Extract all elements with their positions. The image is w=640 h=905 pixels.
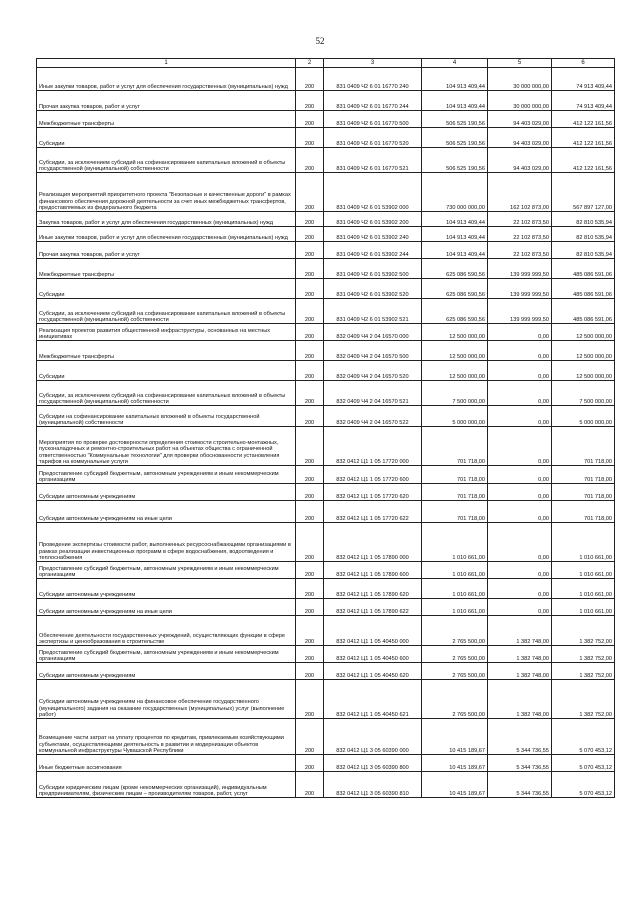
row-budget-code: 832 0409 Ч4 2 04 16570 000 [324, 324, 422, 341]
row-executed-amount: 5 344 736,55 [488, 755, 552, 772]
row-remaining-amount: 82 810 535,94 [552, 227, 615, 242]
row-budget-code: 831 0409 Ч2 6 01 53902 240 [324, 227, 422, 242]
row-budget-code: 831 0409 Ч2 6 01 53902 520 [324, 279, 422, 299]
row-admin-code: 200 [296, 772, 324, 798]
row-executed-amount: 0,00 [488, 381, 552, 406]
row-executed-amount: 94 403 029,00 [488, 128, 552, 148]
row-admin-code: 200 [296, 324, 324, 341]
row-admin-code: 200 [296, 755, 324, 772]
row-admin-code: 200 [296, 128, 324, 148]
row-budget-code: 832 0412 Ц1 1 05 17720 620 [324, 484, 422, 501]
row-budget-code: 832 0412 Ц1 1 05 17720 600 [324, 466, 422, 484]
row-admin-code: 200 [296, 242, 324, 259]
row-admin-code: 200 [296, 466, 324, 484]
row-planned-amount: 1 010 661,00 [422, 599, 488, 616]
row-name: Субсидии автономным учреждениям на финансовое обеспечение государственного (муниципального) задания на оказание государственных (муниципальных) услуг (выполнение работ) [37, 680, 296, 719]
row-executed-amount: 0,00 [488, 501, 552, 523]
row-budget-code: 832 0412 Ц1 1 05 17720 000 [324, 427, 422, 466]
table-row [37, 579, 615, 599]
table-row [37, 719, 615, 755]
row-budget-code: 831 0409 Ч2 6 01 16770 521 [324, 148, 422, 173]
row-name: Иные закупки товаров, работ и услуг для обеспечения государственных (муниципальных) нужд [37, 227, 296, 242]
row-remaining-amount: 701 718,00 [552, 501, 615, 523]
row-executed-amount: 30 000 000,00 [488, 91, 552, 111]
row-remaining-amount: 412 122 161,56 [552, 111, 615, 128]
row-name: Субсидии автономным учреждениям на иные цели [37, 599, 296, 616]
row-remaining-amount: 5 070 453,12 [552, 755, 615, 772]
row-name: Субсидии [37, 279, 296, 299]
row-planned-amount: 12 500 000,00 [422, 324, 488, 341]
row-budget-code: 832 0412 Ц1 1 05 40450 621 [324, 680, 422, 719]
row-planned-amount: 1 010 661,00 [422, 579, 488, 599]
row-executed-amount: 139 999 999,50 [488, 259, 552, 279]
table-row [37, 466, 615, 484]
table-row [37, 259, 615, 279]
row-admin-code: 200 [296, 663, 324, 680]
table-row [37, 501, 615, 523]
row-planned-amount: 701 718,00 [422, 427, 488, 466]
row-planned-amount: 506 525 190,56 [422, 148, 488, 173]
row-planned-amount: 5 000 000,00 [422, 406, 488, 427]
row-executed-amount: 30 000 000,00 [488, 68, 552, 91]
row-name: Закупка товаров, работ и услуг для обеспечения государственных (муниципальных) нужд [37, 212, 296, 227]
table-row [37, 361, 615, 381]
row-remaining-amount: 1 382 752,00 [552, 616, 615, 646]
row-planned-amount: 12 500 000,00 [422, 361, 488, 381]
row-remaining-amount: 12 500 000,00 [552, 324, 615, 341]
row-remaining-amount: 5 070 453,12 [552, 719, 615, 755]
row-admin-code: 200 [296, 173, 324, 212]
table-row [37, 91, 615, 111]
row-planned-amount: 104 913 409,44 [422, 91, 488, 111]
row-remaining-amount: 485 086 591,06 [552, 279, 615, 299]
row-planned-amount: 730 000 000,00 [422, 173, 488, 212]
row-planned-amount: 506 525 190,56 [422, 111, 488, 128]
row-admin-code: 200 [296, 406, 324, 427]
table-row [37, 242, 615, 259]
row-planned-amount: 10 415 189,67 [422, 772, 488, 798]
row-planned-amount: 104 913 409,44 [422, 242, 488, 259]
row-budget-code: 832 0412 Ц1 1 05 17720 622 [324, 501, 422, 523]
row-budget-code: 831 0409 Ч2 6 01 53902 000 [324, 173, 422, 212]
row-executed-amount: 0,00 [488, 562, 552, 579]
row-name: Субсидии [37, 361, 296, 381]
row-admin-code: 200 [296, 427, 324, 466]
table-row [37, 128, 615, 148]
row-admin-code: 200 [296, 579, 324, 599]
row-name: Реализация проектов развития общественной инфраструктуры, основанных на местных инициативах [37, 324, 296, 341]
row-budget-code: 832 0412 Ц1 3 05 60390 810 [324, 772, 422, 798]
page-number: 52 [315, 36, 325, 46]
row-planned-amount: 2 765 500,00 [422, 616, 488, 646]
row-executed-amount: 0,00 [488, 341, 552, 361]
row-name: Субсидии автономным учреждениям [37, 484, 296, 501]
row-name: Иные бюджетные ассигнования [37, 755, 296, 772]
table-row [37, 646, 615, 663]
row-name: Субсидии, за исключением субсидий на софинансирование капитальных вложений в объекты государственной (муниципальной) собственности [37, 381, 296, 406]
row-admin-code: 200 [296, 68, 324, 91]
row-planned-amount: 2 765 500,00 [422, 646, 488, 663]
row-planned-amount: 7 500 000,00 [422, 381, 488, 406]
row-name: Проведение экспертизы стоимости работ, выполненных ресурсоснабжающими организациями в рамках реализации инвестиционных программ в сфере водоснабжения, водоотведения и теплоснабжения [37, 523, 296, 562]
row-admin-code: 200 [296, 341, 324, 361]
row-name: Возмещение части затрат на уплату процентов по кредитам, привлекаемым хозяйствующими субъектами, осуществляющими деятельность в развитии и модернизации объектов коммунальной инфраструктуры Чувашской Республики [37, 719, 296, 755]
row-executed-amount: 5 344 736,55 [488, 772, 552, 798]
row-planned-amount: 2 765 500,00 [422, 663, 488, 680]
row-remaining-amount: 485 086 591,06 [552, 259, 615, 279]
row-remaining-amount: 701 718,00 [552, 466, 615, 484]
row-remaining-amount: 74 913 409,44 [552, 68, 615, 91]
row-planned-amount: 625 086 590,56 [422, 299, 488, 324]
row-admin-code: 200 [296, 562, 324, 579]
row-executed-amount: 1 382 748,00 [488, 680, 552, 719]
row-executed-amount: 94 403 029,00 [488, 148, 552, 173]
row-admin-code: 200 [296, 501, 324, 523]
row-remaining-amount: 5 070 453,12 [552, 772, 615, 798]
row-admin-code: 200 [296, 680, 324, 719]
row-planned-amount: 2 765 500,00 [422, 680, 488, 719]
row-admin-code: 200 [296, 148, 324, 173]
budget-execution-table [36, 58, 615, 798]
row-name: Прочая закупка товаров, работ и услуг [37, 91, 296, 111]
row-name: Мероприятия по проверке достоверности определения стоимости строительно-монтажных, пусконаладочных и ремонтно-строительных работ на объектах общества с ограниченной ответственностью "Коммунальные технологии" для проверки обоснованности установления тарифов на коммунальные услуги [37, 427, 296, 466]
row-admin-code: 200 [296, 646, 324, 663]
row-planned-amount: 104 913 409,44 [422, 212, 488, 227]
row-planned-amount: 104 913 409,44 [422, 227, 488, 242]
table-row [37, 148, 615, 173]
row-planned-amount: 625 086 590,56 [422, 259, 488, 279]
row-name: Субсидии на софинансирование капитальных вложений в объекты государственной (муниципальной) собственности [37, 406, 296, 427]
table-row [37, 111, 615, 128]
row-remaining-amount: 567 897 127,00 [552, 173, 615, 212]
row-budget-code: 832 0409 Ч4 2 04 16570 521 [324, 381, 422, 406]
row-budget-code: 832 0409 Ч4 2 04 16570 500 [324, 341, 422, 361]
table-row [37, 299, 615, 324]
table-row [37, 279, 615, 299]
row-name: Иные закупки товаров, работ и услуг для обеспечения государственных (муниципальных) нужд [37, 68, 296, 91]
row-admin-code: 200 [296, 616, 324, 646]
row-admin-code: 200 [296, 212, 324, 227]
row-planned-amount: 506 525 190,56 [422, 128, 488, 148]
row-remaining-amount: 701 718,00 [552, 484, 615, 501]
row-remaining-amount: 1 010 661,00 [552, 523, 615, 562]
row-remaining-amount: 1 010 661,00 [552, 579, 615, 599]
table-row [37, 212, 615, 227]
column-header: 3 [324, 59, 422, 68]
row-remaining-amount: 82 810 535,94 [552, 242, 615, 259]
table-row [37, 680, 615, 719]
row-name: Предоставление субсидий бюджетным, автономным учреждениям и иным некоммерческим организациям [37, 466, 296, 484]
row-admin-code: 200 [296, 381, 324, 406]
table-row [37, 663, 615, 680]
row-remaining-amount: 12 500 000,00 [552, 361, 615, 381]
row-planned-amount: 10 415 189,67 [422, 755, 488, 772]
row-executed-amount: 0,00 [488, 361, 552, 381]
row-remaining-amount: 5 000 000,00 [552, 406, 615, 427]
row-budget-code: 832 0412 Ц1 1 05 40450 000 [324, 616, 422, 646]
row-executed-amount: 0,00 [488, 579, 552, 599]
row-executed-amount: 139 999 999,50 [488, 279, 552, 299]
row-name: Субсидии [37, 128, 296, 148]
row-admin-code: 200 [296, 361, 324, 381]
row-executed-amount: 1 382 748,00 [488, 646, 552, 663]
column-header: 6 [552, 59, 615, 68]
row-budget-code: 832 0412 Ц1 1 05 40450 620 [324, 663, 422, 680]
column-header: 5 [488, 59, 552, 68]
row-admin-code: 200 [296, 91, 324, 111]
row-planned-amount: 701 718,00 [422, 484, 488, 501]
row-admin-code: 200 [296, 299, 324, 324]
row-remaining-amount: 1 010 661,00 [552, 562, 615, 579]
table-body [37, 68, 615, 798]
row-remaining-amount: 1 382 752,00 [552, 646, 615, 663]
row-budget-code: 832 0412 Ц1 3 05 60390 000 [324, 719, 422, 755]
row-budget-code: 831 0409 Ч2 6 01 53902 200 [324, 212, 422, 227]
row-remaining-amount: 485 086 591,06 [552, 299, 615, 324]
row-executed-amount: 0,00 [488, 523, 552, 562]
row-name: Межбюджетные трансферты [37, 111, 296, 128]
table-header-row [37, 59, 615, 68]
row-remaining-amount: 412 122 161,56 [552, 128, 615, 148]
row-name: Субсидии, за исключением субсидий на софинансирование капитальных вложений в объекты государственной (муниципальной) собственности [37, 299, 296, 324]
row-planned-amount: 701 718,00 [422, 466, 488, 484]
row-budget-code: 832 0412 Ц1 3 05 60390 800 [324, 755, 422, 772]
row-name: Субсидии, за исключением субсидий на софинансирование капитальных вложений в объекты государственной (муниципальной) собственности [37, 148, 296, 173]
row-planned-amount: 1 010 661,00 [422, 562, 488, 579]
row-admin-code: 200 [296, 484, 324, 501]
row-budget-code: 832 0412 Ц1 1 05 17890 622 [324, 599, 422, 616]
table-row [37, 341, 615, 361]
row-remaining-amount: 74 913 409,44 [552, 91, 615, 111]
table-row [37, 406, 615, 427]
row-name: Обеспечение деятельности государственных учреждений, осуществляющих функции в сфере экспертизы и ценообразования в строительстве [37, 616, 296, 646]
row-remaining-amount: 412 122 161,56 [552, 148, 615, 173]
row-remaining-amount: 1 382 752,00 [552, 663, 615, 680]
row-executed-amount: 0,00 [488, 427, 552, 466]
row-planned-amount: 1 010 661,00 [422, 523, 488, 562]
row-admin-code: 200 [296, 279, 324, 299]
row-remaining-amount: 82 810 535,94 [552, 212, 615, 227]
row-budget-code: 832 0412 Ц1 1 05 17890 620 [324, 579, 422, 599]
row-planned-amount: 104 913 409,44 [422, 68, 488, 91]
row-name: Предоставление субсидий бюджетным, автономным учреждениям и иным некоммерческим организациям [37, 562, 296, 579]
row-budget-code: 831 0409 Ч2 6 01 16770 244 [324, 91, 422, 111]
row-remaining-amount: 7 500 000,00 [552, 381, 615, 406]
column-header: 4 [422, 59, 488, 68]
table-row [37, 599, 615, 616]
row-executed-amount: 162 102 873,00 [488, 173, 552, 212]
row-remaining-amount: 12 500 000,00 [552, 341, 615, 361]
row-budget-code: 832 0412 Ц1 1 05 17890 000 [324, 523, 422, 562]
row-admin-code: 200 [296, 111, 324, 128]
row-name: Предоставление субсидий бюджетным, автономным учреждениям и иным некоммерческим организациям [37, 646, 296, 663]
row-executed-amount: 1 382 748,00 [488, 616, 552, 646]
row-remaining-amount: 1 382 752,00 [552, 680, 615, 719]
row-executed-amount: 0,00 [488, 484, 552, 501]
row-executed-amount: 0,00 [488, 466, 552, 484]
row-budget-code: 831 0409 Ч2 6 01 53902 244 [324, 242, 422, 259]
row-name: Субсидии автономным учреждениям [37, 663, 296, 680]
row-name: Субсидии автономным учреждениям на иные цели [37, 501, 296, 523]
row-admin-code: 200 [296, 523, 324, 562]
row-executed-amount: 1 382 748,00 [488, 663, 552, 680]
row-planned-amount: 10 415 189,67 [422, 719, 488, 755]
row-admin-code: 200 [296, 259, 324, 279]
table-row [37, 324, 615, 341]
table-row [37, 523, 615, 562]
row-budget-code: 832 0409 Ч4 2 04 16570 520 [324, 361, 422, 381]
row-executed-amount: 0,00 [488, 324, 552, 341]
table-row [37, 173, 615, 212]
row-budget-code: 832 0412 Ц1 1 05 17890 600 [324, 562, 422, 579]
row-budget-code: 831 0409 Ч2 6 01 16770 240 [324, 68, 422, 91]
row-executed-amount: 0,00 [488, 599, 552, 616]
row-budget-code: 831 0409 Ч2 6 01 16770 500 [324, 111, 422, 128]
row-budget-code: 831 0409 Ч2 6 01 53902 500 [324, 259, 422, 279]
table-row [37, 772, 615, 798]
row-planned-amount: 12 500 000,00 [422, 341, 488, 361]
row-name: Межбюджетные трансферты [37, 259, 296, 279]
row-name: Межбюджетные трансферты [37, 341, 296, 361]
row-budget-code: 831 0409 Ч2 6 01 16770 520 [324, 128, 422, 148]
table-row [37, 616, 615, 646]
row-remaining-amount: 701 718,00 [552, 427, 615, 466]
row-planned-amount: 625 086 590,56 [422, 279, 488, 299]
table-row [37, 562, 615, 579]
row-admin-code: 200 [296, 227, 324, 242]
row-name: Прочая закупка товаров, работ и услуг [37, 242, 296, 259]
row-executed-amount: 22 102 873,50 [488, 212, 552, 227]
table-row [37, 68, 615, 91]
column-header: 2 [296, 59, 324, 68]
table-row [37, 755, 615, 772]
row-name: Субсидии юридическим лицам (кроме некоммерческих организаций), индивидуальным предпринимателям, физическим лицам – производителям товаров, работ, услуг [37, 772, 296, 798]
row-budget-code: 832 0409 Ч4 2 04 16570 522 [324, 406, 422, 427]
row-admin-code: 200 [296, 719, 324, 755]
row-remaining-amount: 1 010 661,00 [552, 599, 615, 616]
row-name: Реализация мероприятий приоритетного проекта "Безопасные и качественные дороги" в рамках финансового обеспечения дорожной деятельности за счет иных межбюджетных трансфертов, предоставляемых из федерального бюджета [37, 173, 296, 212]
row-executed-amount: 94 403 029,00 [488, 111, 552, 128]
row-name: Субсидии автономным учреждениям [37, 579, 296, 599]
row-executed-amount: 22 102 873,50 [488, 242, 552, 259]
row-budget-code: 832 0412 Ц1 1 05 40450 600 [324, 646, 422, 663]
table-row [37, 381, 615, 406]
row-executed-amount: 139 999 999,50 [488, 299, 552, 324]
row-executed-amount: 0,00 [488, 406, 552, 427]
row-budget-code: 831 0409 Ч2 6 01 53902 521 [324, 299, 422, 324]
column-header: 1 [37, 59, 296, 68]
row-planned-amount: 701 718,00 [422, 501, 488, 523]
row-executed-amount: 5 344 736,55 [488, 719, 552, 755]
table-row [37, 427, 615, 466]
row-admin-code: 200 [296, 599, 324, 616]
row-executed-amount: 22 102 873,50 [488, 227, 552, 242]
table-row [37, 227, 615, 242]
table-row [37, 484, 615, 501]
